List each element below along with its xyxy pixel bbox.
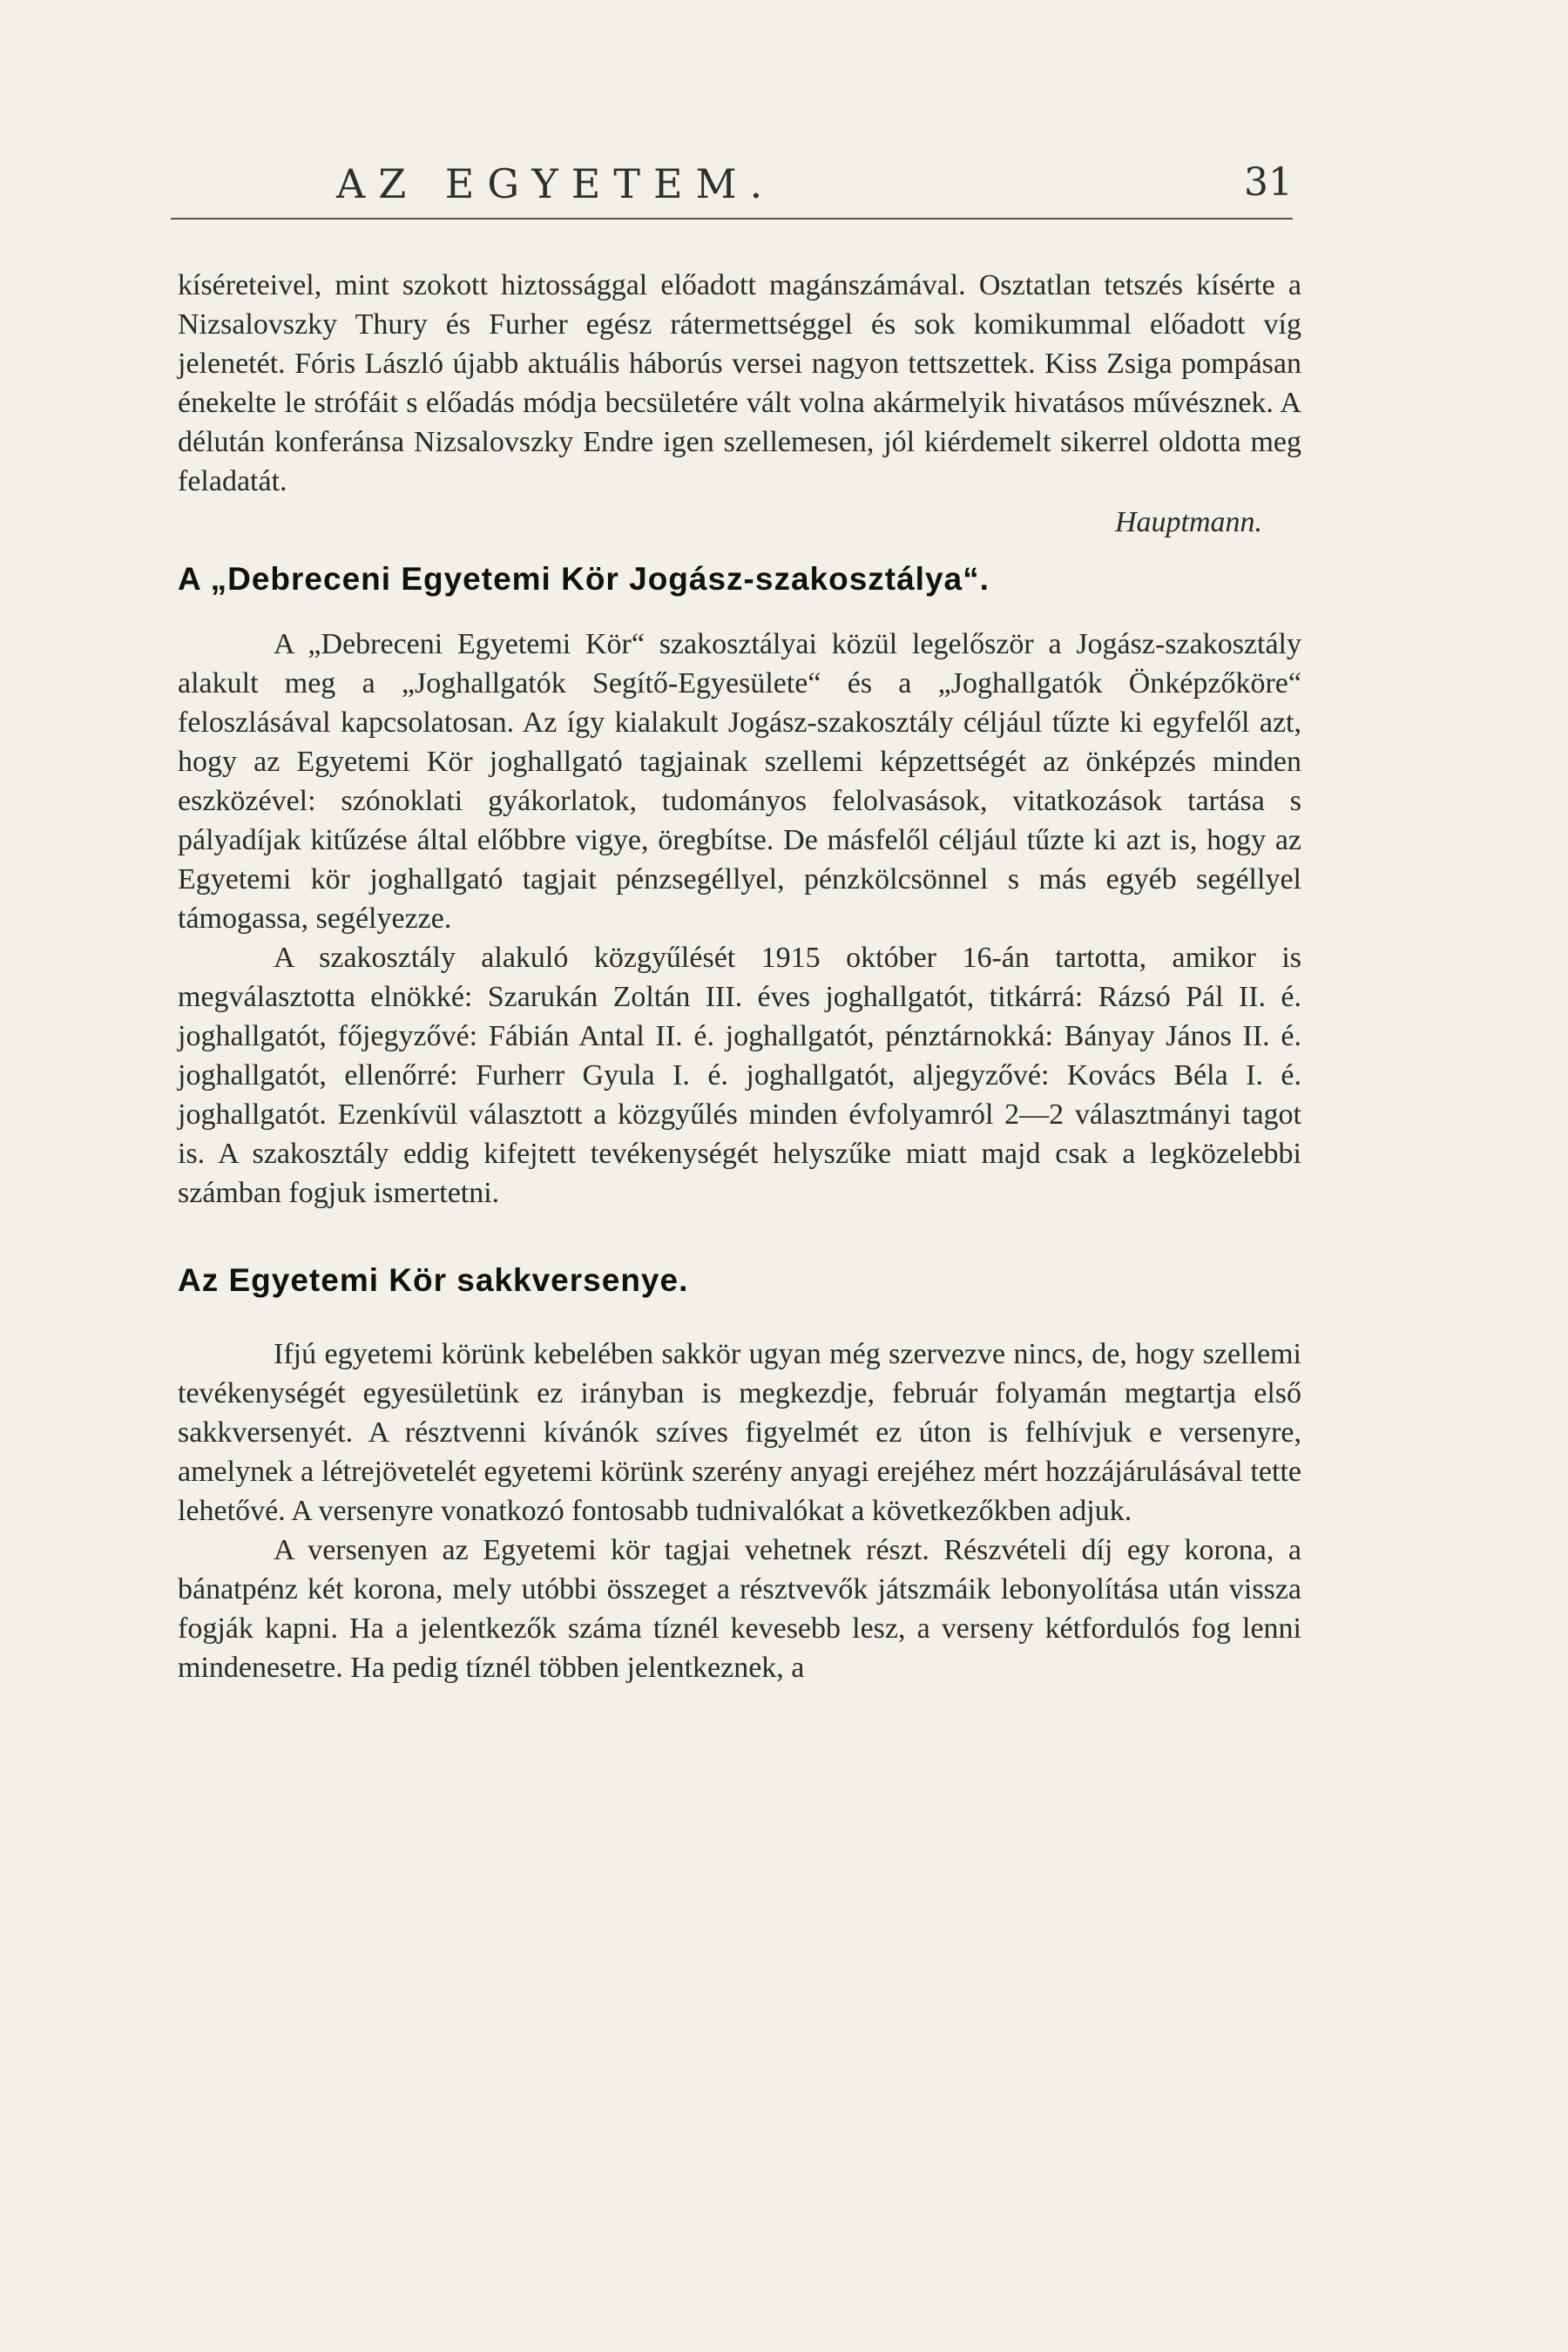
- section-heading-sakkverseny: Az Egyetemi Kör sakkversenye.: [178, 1262, 689, 1298]
- article-body: [178, 266, 1301, 1687]
- section-1-paragraph-2: A szakosztály alakuló közgyűlését 1915 október 16-án tartotta, amikor is megválasztotta elnökké: Szarukán Zoltán III. éves joghallgatót, titkárrá: Rázsó Pál II. é. joghallgatót, főjegyzővé: Fábián Antal II. é. joghallgatót, pénztárnokká: Bányay János II. é. joghallgatót, ellenőrré: Furherr Gyula I. é. joghallgatót, aljegyzővé: Kovács Béla I. é. joghallgatót. Ezenkívül választott a közgyűlés minden évfolyamról 2—2 választmányi tagot is. A szakosztály eddig kifejtett tevékenységét helyszűke miatt majd csak a legközelebbi számban fogjuk ismertetni.: [178, 942, 1301, 1209]
- section-2-paragraph-1: Ifjú egyetemi körünk kebelében sakkör ugyan még szervezve nincs, de, hogy szellemi tevékenységét egyesületünk ez irányban is megkezdje, február folyamán megtartja első sakkversenyét. A résztvenni kívánók szíves figyelmét ez úton is felhívjuk e versenyre, amelynek a létrejövetelét egyetemi körünk szerény anyagi erejéhez mért hozzájárulásával tette lehetővé. A versenyre vonatkozó fontosabb tudnivalókat a következőkben adjuk.: [178, 1338, 1301, 1527]
- header-rule: [171, 218, 1293, 220]
- section-heading-jogasz: A „Debreceni Egyetemi Kör Jogász-szakosztálya“.: [178, 561, 990, 597]
- section-1-paragraph-1: A „Debreceni Egyetemi Kör“ szakosztályai közül legelőször a Jogász-szakosztály alakult meg a „Joghallgatók Segítő-Egyesülete“ és a „Joghallgatók Önképzőköre“ feloszlásával kapcsolatosan. Az így kialakult Jogász-szakosztály céljául tűzte ki egyfelől azt, hogy az Egyetemi Kör joghallgató tagjainak szellemi képzettségét az önképzés minden eszközével: szónoklati gyákorlatok, tudományos felolvasások, vitatkozások tartása s pályadíjak kitűzése által előbbre vigye, öregbítse. De másfelől céljául tűzte ki azt is, hogy az Egyetemi kör joghallgató tagjait pénzsegéllyel, pénzkölcsönnel s más egyéb segéllyel támogassa, segélyezze.: [178, 628, 1301, 935]
- running-header: [178, 155, 1293, 216]
- section-2-paragraph-2: A versenyen az Egyetemi kör tagjai vehetnek részt. Részvételi díj egy korona, a bánatpénz két korona, mely utóbbi összeget a résztvevők játszmáik lebonyolítása után vissza fogják kapni. Ha a jelentkezők száma tíznél kevesebb lesz, a verseny kétfordulós fog lenni mindenesetre. Ha pedig tíznél többen jelentkeznek, a: [178, 1534, 1301, 1684]
- journal-title: AZ EGYETEM.: [336, 160, 776, 207]
- page-number: 31: [1244, 160, 1293, 205]
- author-signature: Hauptmann.: [1114, 506, 1262, 538]
- intro-paragraph: kíséreteivel, mint szokott hiztossággal előadott magánszámával. Osztatlan tetszés kísérte a Nizsalovszky Thury és Furher egész rátermettséggel és sok komikummal előadott víg jelenetét. Fóris László újabb aktuális háborús versei nagyon tettszettek. Kiss Zsiga pompásan énekelte le strófáit s előadás módja becsületére vált volna akármelyik hivatásos művésznek. A délután konferánsa Nizsalovszky Endre igen szellemesen, jól kiérdemelt sikerrel oldotta meg feladatát.: [178, 269, 1301, 497]
